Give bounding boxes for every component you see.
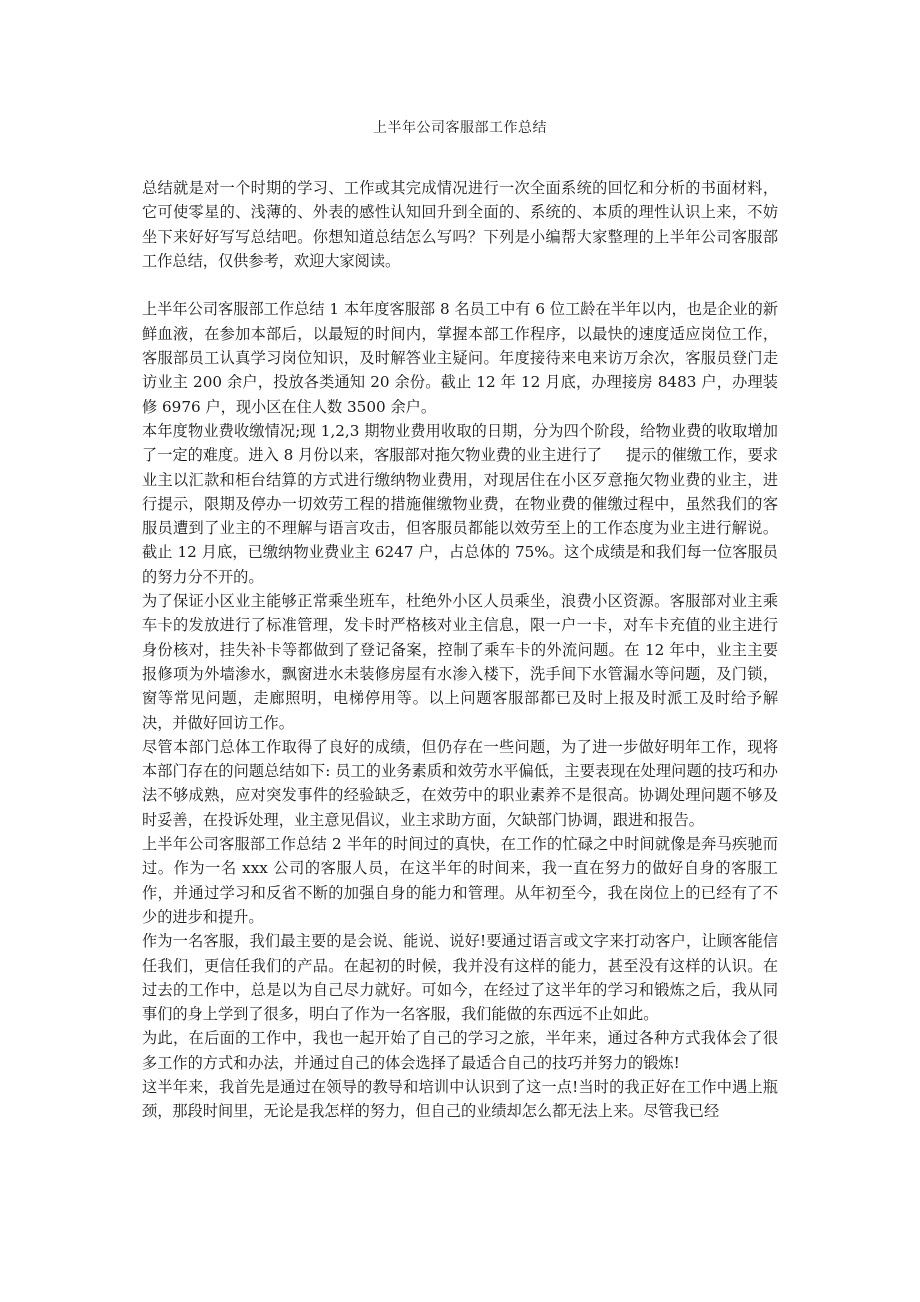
body-paragraph: 作为一名客服，我们最主要的是会说、能说、说好!要通过语言或文字来打动客户，让顾客能信任我们，更信任我们的产品。在起初的时候，我并没有这样的能力，甚至没有这样的认识。在过去的工作中，总是以为自己尽力就好。可如今，在经过了这半年的学习和锻炼之后，我从同事们的身上学到了很多，明白了作为一名客服，我们能做的东西远不止如此。 bbox=[142, 932, 778, 1024]
document-body bbox=[142, 176, 778, 1124]
document-title: 上半年公司客服部工作总结 bbox=[373, 120, 547, 136]
body-paragraph: 为了保证小区业主能够正常乘坐班车，杜绝外小区人员乘坐，浪费小区资源。客服部对业主乘车卡的发放进行了标准管理，发卡时严格核对业主信息，限一户一卡，对车卡充值的业主进行身份核对，挂失补卡等都做到了登记备案，控制了乘车卡的外流问题。在 12 年中，业主主要报修项为外墙渗水，飘窗进水未装修房屋有水渗入楼下，洗手间下水管漏水等问题，及门锁，窗等常见问题，走廊照明，电梯停用等。以上问题客服部都已及时上报及时派工及时给予解决，并做好回访工作。 bbox=[142, 592, 778, 732]
body-paragraph: 上半年公司客服部工作总结 2 半年的时间过的真快，在工作的忙碌之中时间就像是奔马疾驰而过。作为一名 xxx 公司的客服人员，在这半年的时间来，我一直在努力的做好自身的客服工作，并通过学习和反省不断的加强自身的能力和管理。从年初至今，我在岗位上的已经有了不少的进步和提升。 bbox=[142, 835, 778, 926]
body-paragraph: 上半年公司客服部工作总结 1 本年度客服部 8 名员工中有 6 位工龄在半年以内，也是企业的新鲜血液，在参加本部后，以最短的时间内，掌握本部工作程序，以最快的速度适应岗位工作，客服部员工认真学习岗位知识，及时解答业主疑问。年度接待来电来访万余次，客服员登门走访业主 200 余户，投放各类通知 20 余份。截止 12 年 12 月底，办理接房 8483 户，办理装修 6976 户，现小区在住人数 3500 余户。 bbox=[142, 300, 778, 416]
body-paragraph bbox=[142, 419, 778, 589]
intro-paragraph: 总结就是对一个时期的学习、工作或其完成情况进行一次全面系统的回忆和分析的书面材料，它可使零星的、浅薄的、外表的感性认知回升到全面的、系统的、本质的理性认识上来，不妨坐下来好好写写总结吧。你想知道总结怎么写吗？下列是小编帮大家整理的上半年公司客服部工作总结，仅供参考，欢迎大家阅读。 bbox=[142, 179, 778, 270]
paragraph-fragment: 本年度物业费收缴情况;现 1,2,3 期物业费用收取的日期，分为四个阶段，给物业费的收取增加了一定的难度。进入 8 月份以来，客服部对拖欠物业费的业主进行了 bbox=[142, 421, 778, 465]
body-paragraph: 为此，在后面的工作中，我也一起开始了自己的学习之旅，半年来，通过各种方式我体会了很多工作的方式和办法，并通过自己的体会选择了最适合自己的技巧并努力的锻炼! bbox=[142, 1029, 778, 1072]
body-paragraph: 这半年来，我首先是通过在领导的教导和培训中认识到了这一点!当时的我正好在工作中遇上瓶颈，那段时间里，无论是我怎样的努力，但自己的业绩却怎么都无法上来。尽管我已经 bbox=[142, 1077, 778, 1121]
paragraph-fragment: 提示的催缴工作，要求业主以汇款和柜台结算的方式进行缴纳物业费用，对现居住在小区歹意拖欠物业费的业主，进行提示，限期及停办一切效劳工程的措施催缴物业费，在物业费的催缴过程中，虽然我们的客服员遭到了业主的不理解与语言攻击，但客服员都能以效劳至上的工作态度为业主进行解说。截止 12 月底，已缴纳物业费业主 6247 户，占总体的 75%。这个成绩是和我们每一位客服员的努力分不开的。 bbox=[142, 446, 778, 586]
body-paragraph: 尽管本部门总体工作取得了良好的成绩，但仍存在一些问题，为了进一步做好明年工作，现将本部门存在的问题总结如下: 员工的业务素质和效劳水平偏低，主要表现在处理问题的技巧和办法不够成熟，应对突发事件的经验缺乏，在效劳中的职业素养不是很高。协调处理问题不够及时妥善，在投诉处理，业主意见倡议，业主求助方面，欠缺部门协调，跟进和报告。 bbox=[142, 737, 778, 829]
